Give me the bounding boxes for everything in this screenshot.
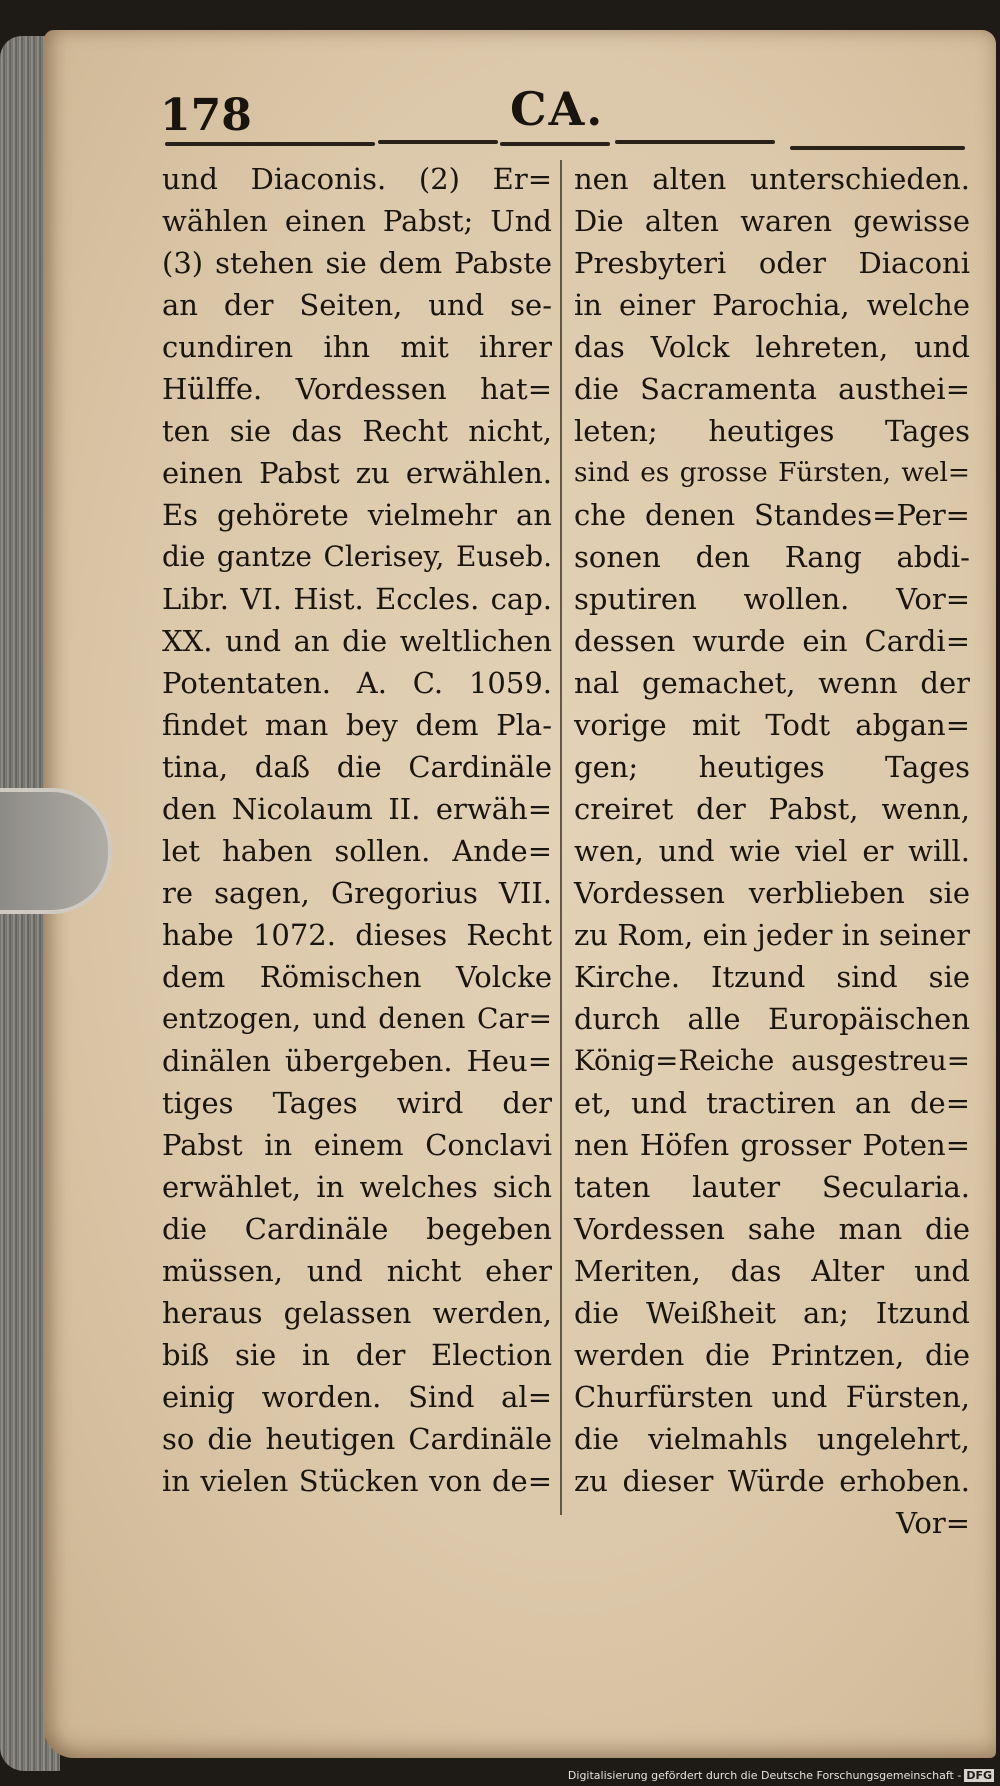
text-line: habe 1072. dieses Recht — [162, 918, 552, 952]
text-line: nal gemachet, wenn der — [574, 666, 970, 700]
text-line: dem Römischen Volcke — [162, 960, 552, 994]
text-line: entzogen, und denen Car= — [162, 1002, 552, 1035]
right-text-column — [574, 158, 970, 1544]
text-line: wen, und wie viel er will. — [574, 834, 970, 868]
header-rule — [790, 146, 965, 150]
text-line: wählen einen Pabst; Und — [162, 204, 552, 238]
text-line: die Weißheit an; Itzund — [574, 1296, 970, 1330]
text-line: Churfürsten und Fürsten, — [574, 1380, 970, 1414]
text-line: die gantze Clerisey, Euseb. — [162, 540, 552, 573]
text-line: heraus gelassen werden, — [162, 1296, 552, 1330]
text-line: das Volck lehreten, und — [574, 330, 970, 364]
text-line: ten sie das Recht nicht, — [162, 414, 552, 448]
text-line: Kirche. Itzund sind sie — [574, 960, 970, 994]
text-line: sonen den Rang abdi- — [574, 540, 970, 574]
text-line: tiges Tages wird der — [162, 1086, 552, 1120]
bookmark-clip — [0, 788, 112, 914]
text-line: König=Reiche ausgestreu= — [574, 1044, 970, 1077]
text-line: findet man bey dem Pla- — [162, 708, 552, 742]
text-line: so die heutigen Cardinäle — [162, 1422, 552, 1456]
text-line: einig worden. Sind al= — [162, 1380, 552, 1414]
text-line: Presbyteri oder Diaconi — [574, 246, 970, 280]
text-line: Libr. VI. Hist. Eccles. cap. — [162, 582, 552, 616]
text-line: et, und tractiren an de= — [574, 1086, 970, 1120]
text-line: die Sacramenta austhei= — [574, 372, 970, 406]
left-text-column — [162, 158, 552, 1502]
text-line: vorige mit Todt abgan= — [574, 708, 970, 742]
header-rule — [500, 142, 610, 146]
text-line: dessen wurde ein Cardi= — [574, 624, 970, 658]
text-line: werden die Printzen, die — [574, 1338, 970, 1372]
text-line: Vordessen sahe man die — [574, 1212, 970, 1246]
text-line: XX. und an die weltlichen — [162, 624, 552, 658]
dfg-logo: DFG — [966, 1769, 992, 1782]
text-line: an der Seiten, und se- — [162, 288, 552, 322]
text-line: Pabst in einem Conclavi — [162, 1128, 552, 1162]
text-line: let haben sollen. Ande= — [162, 834, 552, 868]
text-line: Meriten, das Alter und — [574, 1254, 970, 1288]
text-line: che denen Standes=Per= — [574, 498, 970, 532]
text-line: cundiren ihn mit ihrer — [162, 330, 552, 364]
header-rule — [615, 140, 775, 144]
running-head: CA. — [510, 82, 605, 136]
text-line: müssen, und nicht eher — [162, 1254, 552, 1288]
text-line: nen Höfen grosser Poten= — [574, 1128, 970, 1162]
credit-text: Digitalisierung gefördert durch die Deutsche Forschungsgemeinschaft - — [567, 1769, 962, 1782]
text-line: Hülffe. Vordessen hat= — [162, 372, 552, 406]
text-line: Vor= — [896, 1506, 970, 1540]
text-line: biß sie in der Election — [162, 1338, 552, 1372]
text-line: die Cardinäle begeben — [162, 1212, 552, 1246]
header-rule — [378, 140, 498, 144]
header-rule — [165, 142, 375, 146]
text-line: re sagen, Gregorius VII. — [162, 876, 552, 910]
text-line: gen; heutiges Tages — [574, 750, 970, 784]
text-line: dinälen übergeben. Heu= — [162, 1044, 552, 1078]
text-line: zu dieser Würde erhoben. — [574, 1464, 970, 1498]
text-line: Die alten waren gewisse — [574, 204, 970, 238]
text-line: die vielmahls ungelehrt, — [574, 1422, 970, 1456]
text-line: sind es grosse Fürsten, wel= — [574, 458, 970, 488]
text-line: tina, daß die Cardinäle — [162, 750, 552, 784]
digitization-credit — [568, 1769, 994, 1782]
text-line: Potentaten. A. C. 1059. — [162, 666, 552, 700]
text-line: creiret der Pabst, wenn, — [574, 792, 970, 826]
text-line: sputiren wollen. Vor= — [574, 582, 970, 616]
text-line: Vordessen verblieben sie — [574, 876, 970, 910]
text-line: Es gehörete vielmehr an — [162, 498, 552, 532]
text-line: zu Rom, ein jeder in seiner — [574, 918, 970, 952]
text-line: den Nicolaum II. erwäh= — [162, 792, 552, 826]
text-line: in einer Parochia, welche — [574, 288, 970, 322]
text-line: erwählet, in welches sich — [162, 1170, 552, 1204]
page-number: 178 — [160, 90, 252, 141]
text-line: und Diaconis. (2) Er= — [162, 162, 552, 196]
text-line: in vielen Stücken von de= — [162, 1464, 552, 1498]
text-line: leten; heutiges Tages — [574, 414, 970, 448]
text-line: taten lauter Secularia. — [574, 1170, 970, 1204]
text-line: einen Pabst zu erwählen. — [162, 456, 552, 490]
text-line: nen alten unterschieden. — [574, 162, 970, 196]
column-divider — [560, 160, 562, 1515]
text-line: (3) stehen sie dem Pabste — [162, 246, 552, 280]
text-line: durch alle Europäischen — [574, 1002, 970, 1036]
